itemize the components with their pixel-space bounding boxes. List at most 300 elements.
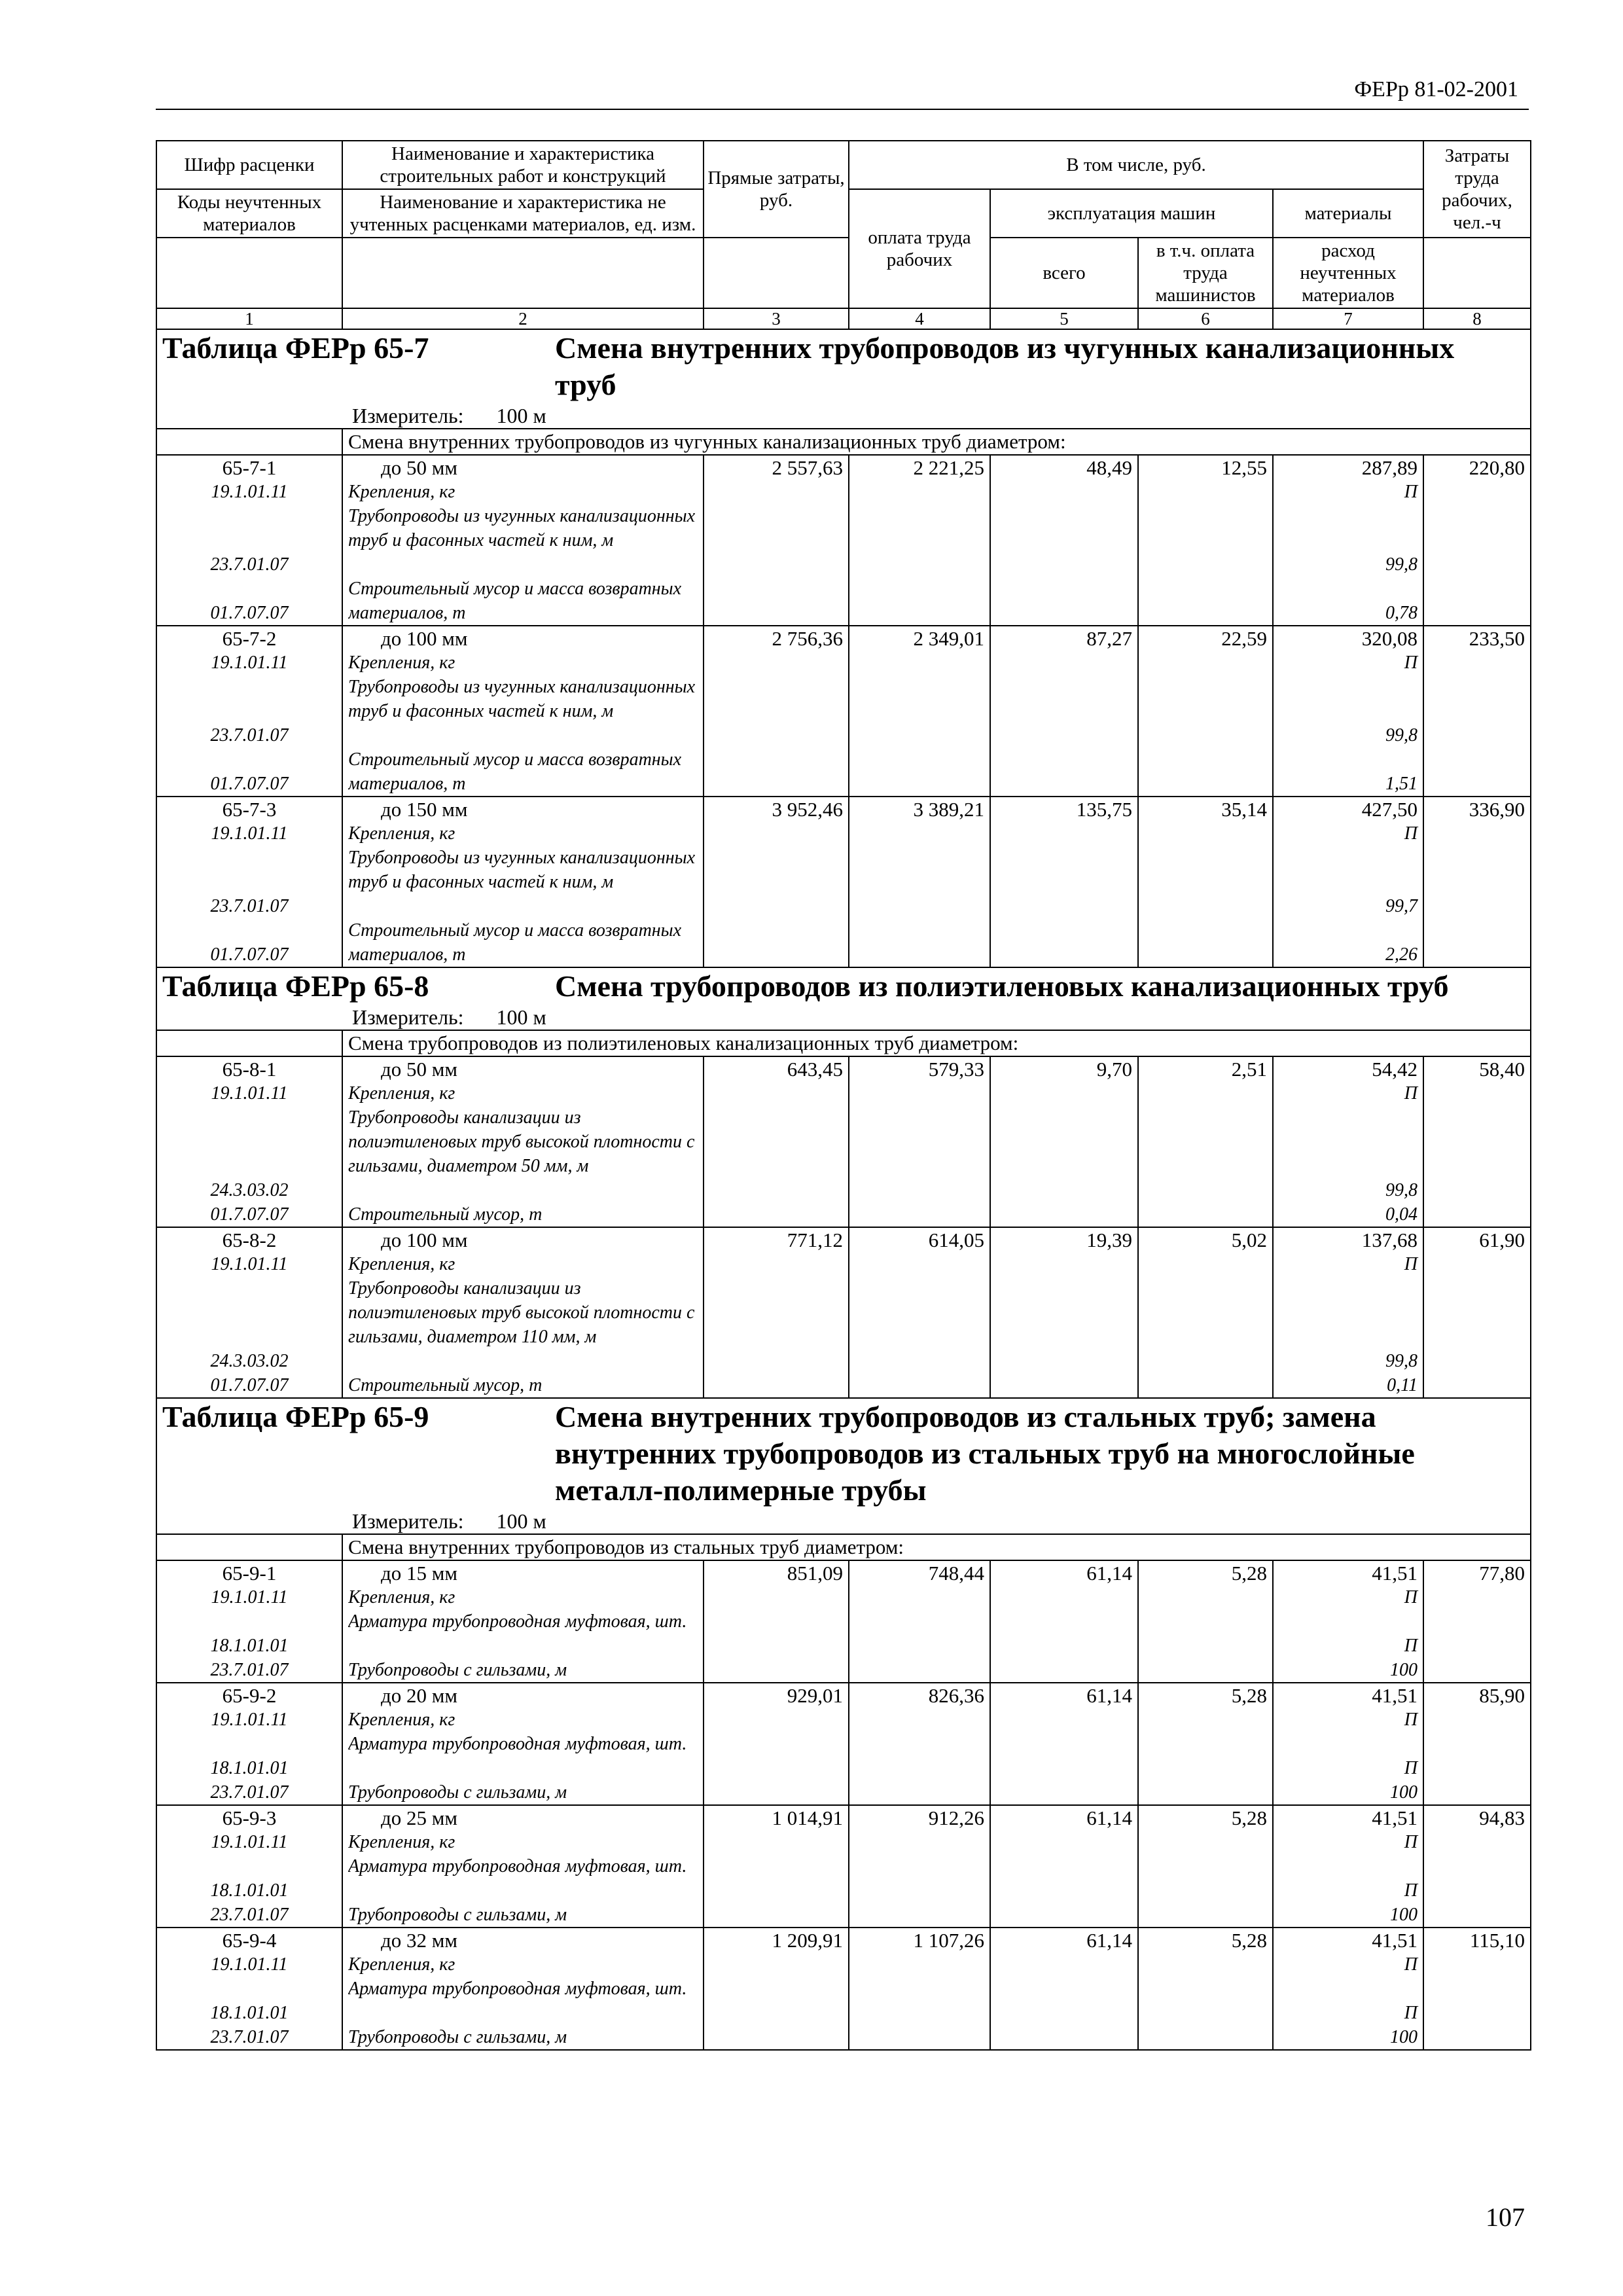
measure-label: Измеритель: — [352, 1509, 464, 1533]
value-text: 135,75 — [1076, 798, 1132, 821]
column-number: 6 — [1138, 308, 1273, 329]
value-text: 3 952,46 — [772, 798, 843, 821]
rate-code-cell — [156, 455, 342, 626]
column-number: 4 — [849, 308, 990, 329]
material-code: 23.7.01.07 — [210, 725, 289, 745]
material-quantity: 1,51 — [1385, 774, 1418, 794]
rate-name: до 150 мм — [381, 798, 468, 821]
value-materials — [1273, 1227, 1423, 1398]
material-code: 23.7.01.07 — [210, 896, 289, 916]
spacer — [1279, 1154, 1418, 1178]
measure-value: 100 м — [496, 404, 546, 427]
value-text: 58,40 — [1479, 1058, 1525, 1081]
value-direct — [704, 455, 849, 626]
rate-code-cell — [156, 1683, 342, 1805]
material-quantity: П — [1404, 1954, 1418, 1975]
rate-code-cell — [156, 1056, 342, 1227]
value-text: 1 209,91 — [772, 1929, 843, 1952]
material-quantity: 99,8 — [1385, 1180, 1418, 1200]
value-text: 5,28 — [1231, 1562, 1267, 1585]
subtitle-spacer — [156, 1534, 342, 1560]
value-labor-hours — [1423, 1928, 1531, 2050]
value-text: 2 557,63 — [772, 456, 843, 479]
col-header-machinists-pay: в т.ч. оплата труда машинистов — [1138, 238, 1273, 308]
measure-value: 100 м — [496, 1509, 546, 1533]
value-text: 1 014,91 — [772, 1806, 843, 1829]
material-code: 01.7.07.07 — [210, 944, 289, 965]
rate-code: 65-9-1 — [222, 1562, 277, 1585]
header-rule — [156, 109, 1529, 110]
section-header — [156, 967, 1531, 1030]
value-mach — [990, 1227, 1138, 1398]
spacer — [1279, 1105, 1418, 1130]
material-quantity: 0,04 — [1385, 1204, 1418, 1225]
rate-row — [156, 1928, 1531, 2050]
rate-name-cell — [342, 1928, 704, 2050]
value-materials — [1273, 1928, 1423, 2050]
material-quantity: 99,8 — [1385, 725, 1418, 745]
spacer — [162, 1154, 336, 1178]
rate-name-cell — [342, 1056, 704, 1227]
material-name: Крепления, кг — [348, 1587, 455, 1607]
value-labor-hours — [1423, 1683, 1531, 1805]
spacer — [1279, 870, 1418, 894]
value-mach-labor — [1138, 1928, 1273, 2050]
material-quantity: 99,7 — [1385, 896, 1418, 916]
value-materials — [1273, 1056, 1423, 1227]
value-text: 771,12 — [787, 1229, 843, 1251]
material-name: Строительный мусор и масса возвратных материалов, т — [348, 579, 682, 623]
material-code: 19.1.01.11 — [211, 1832, 288, 1852]
material-name: Трубопроводы из чугунных канализационных труб и фасонных частей к ним, м — [348, 848, 696, 892]
value-mach — [990, 797, 1138, 967]
material-code: 19.1.01.11 — [211, 482, 288, 502]
rate-row — [156, 1805, 1531, 1928]
value-labor-hours — [1423, 1227, 1531, 1398]
material-code: 19.1.01.11 — [211, 1710, 288, 1730]
value-mach-labor — [1138, 626, 1273, 797]
material-name: Арматура трубопроводная муфтовая, шт. — [348, 1979, 687, 1999]
col-header-machines-total: всего — [990, 238, 1138, 308]
value-text: 85,90 — [1479, 1684, 1525, 1707]
col-header-rate-code: Шифр расценки — [156, 141, 342, 189]
value-text: 61,14 — [1086, 1684, 1132, 1707]
value-labor-hours — [1423, 626, 1531, 797]
rate-row — [156, 1560, 1531, 1683]
rate-name-cell — [342, 797, 704, 967]
spacer — [162, 1854, 336, 1878]
material-quantity: 0,11 — [1387, 1375, 1418, 1395]
material-name: Крепления, кг — [348, 823, 455, 844]
col-header-work-name: Наименование и характеристика строительных работ и конструкций — [342, 141, 704, 189]
spacer — [162, 846, 336, 870]
value-mach — [990, 1928, 1138, 2050]
material-code: 18.1.01.01 — [210, 1758, 289, 1778]
value-direct — [704, 626, 849, 797]
material-quantity: 0,78 — [1385, 603, 1418, 623]
material-name: Арматура трубопроводная муфтовая, шт. — [348, 1856, 687, 1876]
rate-name-cell — [342, 1805, 704, 1928]
rate-row — [156, 455, 1531, 626]
spacer — [1279, 1276, 1418, 1300]
material-code: 19.1.01.11 — [211, 823, 288, 844]
material-code: 18.1.01.01 — [210, 2003, 289, 2023]
value-direct — [704, 1928, 849, 2050]
material-quantity: П — [1404, 2003, 1418, 2023]
value-text: 2 756,36 — [772, 627, 843, 650]
value-text: 929,01 — [787, 1684, 843, 1707]
material-name: Крепления, кг — [348, 1710, 455, 1730]
value-text: 48,49 — [1086, 456, 1132, 479]
value-text: 5,28 — [1231, 1929, 1267, 1952]
section-table-name: Таблица ФЕРр 65-8 — [162, 969, 429, 1003]
measure-label: Измеритель: — [352, 1005, 464, 1029]
spacer — [162, 528, 336, 552]
rate-code-cell — [156, 1560, 342, 1683]
value-mach-labor — [1138, 1560, 1273, 1683]
spacer — [1279, 699, 1418, 723]
material-quantity: П — [1404, 1758, 1418, 1778]
value-text: 579,33 — [928, 1058, 984, 1081]
rate-code: 65-9-3 — [222, 1806, 277, 1829]
rate-code: 65-9-2 — [222, 1684, 277, 1707]
material-quantity: П — [1404, 823, 1418, 844]
value-text: 9,70 — [1096, 1058, 1132, 1081]
material-name: Крепления, кг — [348, 482, 455, 502]
col-header-materials: материалы — [1273, 189, 1423, 238]
rate-name: до 100 мм — [381, 627, 468, 650]
value-materials — [1273, 1805, 1423, 1928]
value-text: 3 389,21 — [913, 798, 984, 821]
section-table-name: Таблица ФЕРр 65-9 — [162, 1400, 429, 1433]
spacer — [162, 747, 336, 772]
rate-name: до 50 мм — [381, 456, 458, 479]
value-labor — [849, 1928, 990, 2050]
value-mach-labor — [1138, 1227, 1273, 1398]
rate-row — [156, 1683, 1531, 1805]
value-materials — [1273, 626, 1423, 797]
value-text: 94,83 — [1479, 1806, 1525, 1829]
value-text: 61,14 — [1086, 1929, 1132, 1952]
value-text: 851,09 — [787, 1562, 843, 1585]
value-text: 115,10 — [1469, 1929, 1525, 1952]
col-header-direct-costs: Прямые затраты, руб. — [704, 141, 849, 238]
document-code: ФЕРр 81-02-2001 — [1354, 77, 1518, 101]
measure-label: Измеритель: — [352, 404, 464, 427]
section-subtitle: Смена трубопроводов из полиэтиленовых канализационных труб диаметром: — [342, 1030, 1531, 1056]
value-labor-hours — [1423, 1560, 1531, 1683]
value-labor — [849, 626, 990, 797]
material-quantity: П — [1404, 1587, 1418, 1607]
material-name: Крепления, кг — [348, 1832, 455, 1852]
value-mach — [990, 1056, 1138, 1227]
material-code: 01.7.07.07 — [210, 1375, 289, 1395]
page-number: 107 — [1486, 2202, 1525, 2232]
value-text: 1 107,26 — [913, 1929, 984, 1952]
value-text: 22,59 — [1221, 627, 1267, 650]
spacer — [162, 675, 336, 699]
measure-value: 100 м — [496, 1005, 546, 1029]
spacer — [162, 1130, 336, 1154]
value-labor — [849, 1805, 990, 1928]
spacer — [162, 1325, 336, 1349]
value-direct — [704, 1805, 849, 1928]
value-text: 336,90 — [1469, 798, 1525, 821]
col-header-unaccounted-materials: расход неучтенных материалов — [1273, 238, 1423, 308]
col-header-including: В том числе, руб. — [849, 141, 1423, 189]
subtitle-spacer — [156, 1030, 342, 1056]
value-labor — [849, 1227, 990, 1398]
material-quantity: 99,8 — [1385, 554, 1418, 575]
section-measure — [162, 1005, 1525, 1030]
value-text: 287,89 — [1361, 456, 1418, 479]
rate-code: 65-8-1 — [222, 1058, 277, 1081]
value-mach — [990, 455, 1138, 626]
value-labor-hours — [1423, 455, 1531, 626]
value-mach-labor — [1138, 797, 1273, 967]
value-text: 2,51 — [1231, 1058, 1267, 1081]
rate-name: до 32 мм — [381, 1929, 458, 1952]
value-text: 87,27 — [1086, 627, 1132, 650]
material-code: 19.1.01.11 — [211, 1254, 288, 1274]
material-quantity: 99,8 — [1385, 1351, 1418, 1371]
value-materials — [1273, 1560, 1423, 1683]
value-labor-hours — [1423, 797, 1531, 967]
spacer — [162, 918, 336, 942]
material-name: Крепления, кг — [348, 1083, 455, 1103]
section-table-name: Таблица ФЕРр 65-7 — [162, 331, 429, 365]
rates-table — [156, 140, 1531, 2051]
rate-name-cell — [342, 626, 704, 797]
material-code: 01.7.07.07 — [210, 774, 289, 794]
col-header-material-codes: Коды неучтенных материалов — [156, 189, 342, 238]
material-code: 23.7.01.07 — [210, 1905, 289, 1925]
value-labor-hours — [1423, 1805, 1531, 1928]
material-quantity: 100 — [1390, 1660, 1418, 1680]
value-text: 5,28 — [1231, 1684, 1267, 1707]
spacer — [162, 1300, 336, 1325]
value-direct — [704, 1227, 849, 1398]
spacer — [162, 1977, 336, 2001]
column-number: 2 — [342, 308, 704, 329]
col-header-labor-hours: Затраты труда рабочих, чел.-ч — [1423, 141, 1531, 238]
material-code: 24.3.03.02 — [210, 1351, 289, 1371]
column-number: 8 — [1423, 308, 1531, 329]
value-labor — [849, 455, 990, 626]
value-text: 5,28 — [1231, 1806, 1267, 1829]
rate-name: до 100 мм — [381, 1229, 468, 1251]
material-quantity: П — [1404, 1880, 1418, 1901]
value-mach — [990, 1683, 1138, 1805]
material-quantity: П — [1404, 1636, 1418, 1656]
value-text: 41,51 — [1372, 1562, 1418, 1585]
rate-row — [156, 1227, 1531, 1398]
rate-name-cell — [342, 1560, 704, 1683]
section-measure — [162, 403, 1525, 428]
material-quantity: П — [1404, 1083, 1418, 1103]
material-name: Арматура трубопроводная муфтовая, шт. — [348, 1734, 687, 1754]
value-text: 41,51 — [1372, 1806, 1418, 1829]
spacer — [1279, 577, 1418, 601]
rate-code: 65-7-3 — [222, 798, 277, 821]
value-mach — [990, 1805, 1138, 1928]
material-code: 19.1.01.11 — [211, 653, 288, 673]
value-labor-hours — [1423, 1056, 1531, 1227]
value-text: 61,14 — [1086, 1562, 1132, 1585]
material-name: Трубопроводы канализации из полиэтиленовых труб высокой плотности с гильзами, диаметром 50 мм, м — [348, 1107, 695, 1176]
value-text: 19,39 — [1086, 1229, 1132, 1251]
spacer — [162, 1609, 336, 1634]
material-quantity: 2,26 — [1385, 944, 1418, 965]
value-text: 427,50 — [1361, 798, 1418, 821]
material-name: Крепления, кг — [348, 653, 455, 673]
material-quantity: П — [1404, 1254, 1418, 1274]
value-mach — [990, 1560, 1138, 1683]
material-code: 23.7.01.07 — [210, 1782, 289, 1803]
column-number: 5 — [990, 308, 1138, 329]
material-quantity: П — [1404, 1832, 1418, 1852]
col-header-machines: эксплуатация машин — [990, 189, 1273, 238]
material-quantity: П — [1404, 1710, 1418, 1730]
rate-code: 65-7-2 — [222, 627, 277, 650]
material-name: Трубопроводы из чугунных канализационных труб и фасонных частей к ним, м — [348, 677, 696, 721]
value-text: 2 349,01 — [913, 627, 984, 650]
section-title: Смена внутренних трубопроводов из стальных труб; замена внутренних трубопроводов из стальных труб на многослойные металл-полимерные трубы — [555, 1400, 1415, 1507]
rate-code-cell — [156, 626, 342, 797]
material-code: 01.7.07.07 — [210, 1204, 289, 1225]
value-text: 35,14 — [1221, 798, 1267, 821]
rate-name: до 50 мм — [381, 1058, 458, 1081]
rate-name-cell — [342, 1683, 704, 1805]
section-measure — [162, 1509, 1525, 1534]
rate-name: до 25 мм — [381, 1806, 458, 1829]
value-text: 233,50 — [1469, 627, 1525, 650]
material-code: 23.7.01.07 — [210, 2027, 289, 2047]
value-text: 61,14 — [1086, 1806, 1132, 1829]
value-text: 41,51 — [1372, 1929, 1418, 1952]
material-name: Строительный мусор и масса возвратных материалов, т — [348, 749, 682, 794]
material-name: Крепления, кг — [348, 1954, 455, 1975]
value-labor — [849, 797, 990, 967]
value-materials — [1273, 797, 1423, 967]
spacer — [1279, 1325, 1418, 1349]
rate-code-cell — [156, 1227, 342, 1398]
material-name: Строительный мусор, т — [348, 1375, 543, 1395]
value-text: 220,80 — [1469, 456, 1525, 479]
value-text: 12,55 — [1221, 456, 1267, 479]
value-direct — [704, 1056, 849, 1227]
value-text: 614,05 — [928, 1229, 984, 1251]
value-text: 826,36 — [928, 1684, 984, 1707]
value-text: 54,42 — [1372, 1058, 1418, 1081]
rate-name-cell — [342, 455, 704, 626]
material-quantity: 100 — [1390, 2027, 1418, 2047]
value-text: 748,44 — [928, 1562, 984, 1585]
column-number: 3 — [704, 308, 849, 329]
value-direct — [704, 797, 849, 967]
column-number: 1 — [156, 308, 342, 329]
material-code: 23.7.01.07 — [210, 1660, 289, 1680]
subtitle-spacer — [156, 429, 342, 455]
value-labor — [849, 1683, 990, 1805]
spacer — [1279, 1130, 1418, 1154]
material-code: 19.1.01.11 — [211, 1083, 288, 1103]
value-text: 5,02 — [1231, 1229, 1267, 1251]
spacer — [1279, 918, 1418, 942]
section-title: Смена трубопроводов из полиэтиленовых канализационных труб — [555, 969, 1449, 1003]
rate-code: 65-9-4 — [222, 1929, 277, 1952]
col-header-material-names: Наименование и характеристика не учтенных расценками материалов, ед. изм. — [342, 189, 704, 238]
spacer — [162, 504, 336, 528]
value-labor — [849, 1560, 990, 1683]
section-subtitle: Смена внутренних трубопроводов из стальных труб диаметром: — [342, 1534, 1531, 1560]
value-text: 137,68 — [1361, 1229, 1418, 1251]
spacer — [162, 699, 336, 723]
rate-name: до 15 мм — [381, 1562, 458, 1585]
value-text: 61,90 — [1479, 1229, 1525, 1251]
material-quantity: 100 — [1390, 1782, 1418, 1803]
spacer — [1279, 846, 1418, 870]
material-name: Арматура трубопроводная муфтовая, шт. — [348, 1611, 687, 1632]
material-name: Трубопроводы с гильзами, м — [348, 2027, 567, 2047]
section-header — [156, 329, 1531, 429]
value-mach — [990, 626, 1138, 797]
value-text: 77,80 — [1479, 1562, 1525, 1585]
value-mach-labor — [1138, 1056, 1273, 1227]
rate-code: 65-7-1 — [222, 456, 277, 479]
material-code: 19.1.01.11 — [211, 1587, 288, 1607]
column-number: 7 — [1273, 308, 1423, 329]
value-direct — [704, 1560, 849, 1683]
spacer — [1279, 675, 1418, 699]
spacer — [1279, 747, 1418, 772]
spacer — [1279, 1300, 1418, 1325]
value-mach-labor — [1138, 455, 1273, 626]
material-quantity: 100 — [1390, 1905, 1418, 1925]
material-code: 23.7.01.07 — [210, 554, 289, 575]
value-labor — [849, 1056, 990, 1227]
material-code: 24.3.03.02 — [210, 1180, 289, 1200]
value-text: 320,08 — [1361, 627, 1418, 650]
rate-code-cell — [156, 1928, 342, 2050]
spacer — [162, 1105, 336, 1130]
material-name: Трубопроводы с гильзами, м — [348, 1782, 567, 1803]
material-code: 18.1.01.01 — [210, 1880, 289, 1901]
spacer — [162, 577, 336, 601]
spacer — [1279, 1609, 1418, 1634]
value-mach-labor — [1138, 1805, 1273, 1928]
material-name: Трубопроводы из чугунных канализационных труб и фасонных частей к ним, м — [348, 506, 696, 550]
value-materials — [1273, 455, 1423, 626]
value-text: 643,45 — [787, 1058, 843, 1081]
value-text: 2 221,25 — [913, 456, 984, 479]
col-header-workers-pay: оплата труда рабочих — [849, 189, 990, 308]
rate-code-cell — [156, 1805, 342, 1928]
spacer — [162, 870, 336, 894]
material-name: Трубопроводы канализации из полиэтиленовых труб высокой плотности с гильзами, диаметром 110 мм, м — [348, 1278, 695, 1347]
value-materials — [1273, 1683, 1423, 1805]
material-name: Строительный мусор, т — [348, 1204, 543, 1225]
value-direct — [704, 1683, 849, 1805]
rate-name-cell — [342, 1227, 704, 1398]
spacer — [1279, 1732, 1418, 1756]
material-quantity: П — [1404, 482, 1418, 502]
material-name: Крепления, кг — [348, 1254, 455, 1274]
spacer — [162, 1732, 336, 1756]
spacer — [1279, 1854, 1418, 1878]
rate-code-cell — [156, 797, 342, 967]
spacer — [162, 1276, 336, 1300]
